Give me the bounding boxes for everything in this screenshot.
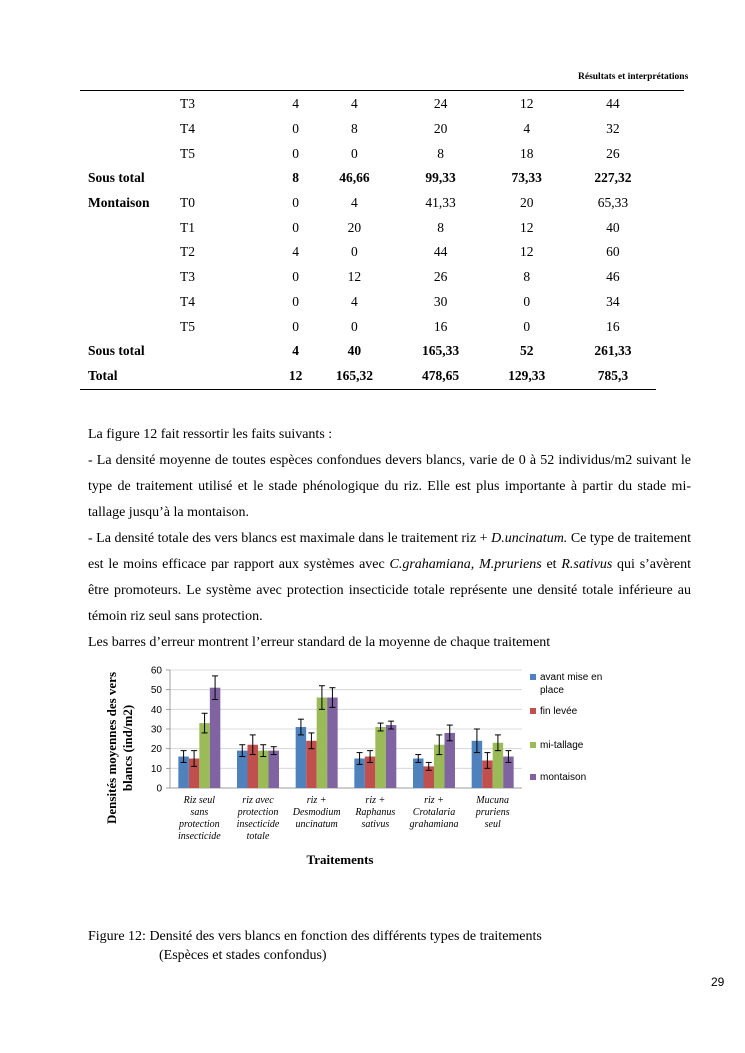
table-cell: 0 <box>292 195 300 211</box>
table-cell: 12 <box>519 244 534 260</box>
table-cell: 44 <box>433 244 448 260</box>
row-treatment: T4 <box>180 293 195 309</box>
row-treatment: T3 <box>180 96 195 112</box>
table-cell: 227,32 <box>594 170 632 186</box>
legend-swatch <box>530 708 536 714</box>
table-row <box>80 117 656 142</box>
row-treatment: T1 <box>180 219 195 235</box>
y-tick-label: 50 <box>150 685 162 697</box>
bar <box>327 698 338 788</box>
table-cell: 129,33 <box>508 367 546 383</box>
table-cell: 52 <box>519 343 534 359</box>
row-treatment: T2 <box>180 244 195 260</box>
table-cell: 8 <box>437 219 444 235</box>
table-cell: 32 <box>606 121 620 137</box>
table-cell: 16 <box>606 318 620 334</box>
row-group: Sous total <box>88 343 145 359</box>
table-cell: 8 <box>351 121 358 137</box>
table-cell: 4 <box>292 244 300 260</box>
p3-species-uncinatum: D.uncinatum. <box>491 531 568 546</box>
bar <box>386 725 397 788</box>
table-cell: 4 <box>351 195 358 211</box>
table-cell: 0 <box>523 318 531 334</box>
table-cell: 16 <box>433 318 448 334</box>
density-table <box>80 92 656 388</box>
y-tick-label: 30 <box>150 724 162 736</box>
row-treatment: T4 <box>180 121 195 137</box>
y-tick-label: 10 <box>150 763 162 775</box>
x-tick-label: pruriens <box>475 807 510 818</box>
table-row <box>80 290 656 315</box>
paragraph-density: - La densité moyenne de toutes espèces confondues devers blancs, varie de 0 à 52 individus/m2 suivant le type de traitement utilisé et le stade phénologique du riz. Elle est plus importante à partir du stade mi-tallage jusqu’à la montaison. <box>88 453 691 520</box>
table-cell: 99,33 <box>425 170 456 186</box>
x-tick-label: Raphanus <box>355 807 396 818</box>
table-cell: 0 <box>292 293 300 309</box>
table-row <box>80 92 656 117</box>
table-cell: 46 <box>606 269 620 285</box>
x-tick-label: riz + <box>365 795 386 806</box>
row-group <box>80 240 180 265</box>
x-tick-label: riz + <box>424 795 444 806</box>
row-treatment <box>180 166 280 191</box>
table-cell: 165,33 <box>422 343 460 359</box>
x-tick-label: Riz seul <box>183 795 216 806</box>
bar <box>296 727 307 788</box>
table-cell: 8 <box>523 269 531 285</box>
table-cell: 0 <box>351 244 358 260</box>
y-tick-label: 40 <box>150 704 162 716</box>
legend-label: fin levée <box>540 706 578 717</box>
x-tick-label: riz avec <box>242 795 274 806</box>
table-row <box>80 166 656 191</box>
x-tick-label: riz + <box>306 795 327 806</box>
page-number: 29 <box>711 975 725 989</box>
x-tick-label: sans <box>190 807 209 818</box>
table-cell: 4 <box>351 293 358 309</box>
row-treatment: T5 <box>180 318 195 334</box>
paragraph-intro: La figure 12 fait ressortir les faits suivants : <box>88 427 333 442</box>
table-cell: 0 <box>351 318 358 334</box>
table-cell: 65,33 <box>597 195 629 211</box>
p3-part-e: et <box>541 557 562 572</box>
x-axis-title: Traitements <box>306 852 374 867</box>
density-bar-chart <box>100 662 630 872</box>
table-cell: 0 <box>292 269 300 285</box>
table-cell: 478,65 <box>422 367 460 383</box>
table-cell: 12 <box>519 96 534 112</box>
table-cell: 60 <box>606 244 620 260</box>
caption-line-2: (Espèces et stades confondus) <box>159 948 327 963</box>
p3-part-a: - La densité totale des vers blancs est maximale dans le traitement riz + <box>88 531 492 546</box>
table-cell: 73,33 <box>511 170 542 186</box>
y-axis-title-line-1: Densités moyennes des vers <box>104 671 119 825</box>
table-cell: 34 <box>606 293 620 309</box>
table-row <box>80 339 656 364</box>
x-tick-label: grahamiana <box>409 819 459 830</box>
table-cell: 44 <box>606 96 620 112</box>
bar <box>269 751 280 788</box>
table-row <box>80 265 656 290</box>
bar <box>210 688 221 788</box>
row-group: Montaison <box>88 195 150 211</box>
table-cell: 26 <box>433 269 448 285</box>
caption-line-1: Figure 12: Densité des vers blancs en fonction des différents types de traitements <box>88 929 542 944</box>
table-row <box>80 141 656 166</box>
table-cell: 0 <box>292 121 300 137</box>
table-row <box>80 191 656 216</box>
x-tick-label: seul <box>484 819 501 830</box>
y-tick-label: 60 <box>150 665 162 677</box>
x-tick-label: protection <box>178 819 220 830</box>
row-group <box>80 265 180 290</box>
table-cell: 12 <box>519 219 534 235</box>
p3-part-c: Ce type de traitement est le moins efficace par rapport aux systèmes avec <box>88 531 691 572</box>
table-cell: 261,33 <box>594 343 632 359</box>
paragraph-total <box>88 526 691 630</box>
row-treatment <box>180 364 280 389</box>
x-tick-label: protection <box>237 807 279 818</box>
table-cell: 40 <box>347 343 362 359</box>
table-cell: 20 <box>347 219 362 235</box>
x-tick-label: sativus <box>361 819 390 830</box>
table-cell: 0 <box>523 293 531 309</box>
y-tick-label: 20 <box>150 744 162 756</box>
table-row <box>80 314 656 339</box>
y-axis-title-line-2: blancs (ind/m2) <box>120 704 135 792</box>
row-group <box>80 141 180 166</box>
table-row <box>80 240 656 265</box>
paragraph-error-bars: Les barres d’erreur montrent l’erreur standard de la moyenne de chaque traitement <box>88 635 551 650</box>
x-tick-label: Crotalaria <box>412 807 456 818</box>
table-cell: 12 <box>288 367 303 383</box>
table-cell: 26 <box>606 145 620 161</box>
table-cell: 24 <box>433 96 448 112</box>
table-bottom-rule <box>80 389 656 390</box>
table-cell: 41,33 <box>425 195 456 211</box>
table-cell: 4 <box>351 96 358 112</box>
row-group <box>80 290 180 315</box>
table-cell: 20 <box>433 121 448 137</box>
table-cell: 4 <box>292 96 300 112</box>
x-tick-label: totale <box>246 831 270 842</box>
row-treatment <box>180 339 280 364</box>
table-cell: 30 <box>433 293 448 309</box>
table-cell: 0 <box>351 145 358 161</box>
table-cell: 0 <box>292 145 300 161</box>
table-cell: 20 <box>519 195 534 211</box>
legend-label: montaison <box>540 772 587 783</box>
x-tick-label: insecticide <box>177 831 221 842</box>
legend-label: place <box>540 685 564 696</box>
bar <box>317 698 328 788</box>
header-rule <box>80 90 684 91</box>
x-tick-label: Desmodium <box>292 807 341 818</box>
table-cell: 4 <box>292 343 300 359</box>
x-tick-label: Mucuna <box>476 795 510 806</box>
legend-swatch <box>530 742 536 748</box>
row-group <box>80 117 180 142</box>
figure-caption <box>88 927 542 965</box>
row-group <box>80 92 180 117</box>
y-tick-label: 0 <box>156 783 162 795</box>
x-tick-label: uncinatum <box>295 819 338 830</box>
legend-label: mi-tallage <box>540 740 584 751</box>
row-group <box>80 314 180 339</box>
legend-swatch <box>530 774 536 780</box>
table-cell: 0 <box>292 318 300 334</box>
x-tick-label: insecticide <box>236 819 280 830</box>
table-cell: 40 <box>606 219 620 235</box>
table-cell: 785,3 <box>597 367 629 383</box>
table-cell: 0 <box>292 219 300 235</box>
p3-part-g: qui s’avèrent être promoteurs. Le système avec protection insecticide totale représente une densité totale inférieure au témoin riz seul sans protection. <box>88 557 692 624</box>
legend-label: avant mise en <box>540 672 603 683</box>
table-cell: 8 <box>292 170 300 186</box>
row-group <box>80 215 180 240</box>
legend-swatch <box>530 674 536 680</box>
p3-species-sativus: R.sativus <box>561 557 613 572</box>
table-cell: 12 <box>347 269 362 285</box>
row-group: Sous total <box>88 170 145 186</box>
p3-species-list: C.grahamiana, M.pruriens <box>389 557 542 572</box>
row-treatment: T0 <box>180 195 195 211</box>
table-cell: 165,32 <box>335 367 373 383</box>
row-treatment: T5 <box>180 145 195 161</box>
row-treatment: T3 <box>180 269 195 285</box>
table-cell: 8 <box>437 145 444 161</box>
running-header: Résultats et interprétations <box>578 72 689 82</box>
table-cell: 46,66 <box>339 170 370 186</box>
table-cell: 4 <box>523 121 531 137</box>
table-row <box>80 364 656 389</box>
row-group: Total <box>88 367 118 383</box>
table-row <box>80 215 656 240</box>
bar <box>375 727 386 788</box>
table-cell: 18 <box>519 145 534 161</box>
